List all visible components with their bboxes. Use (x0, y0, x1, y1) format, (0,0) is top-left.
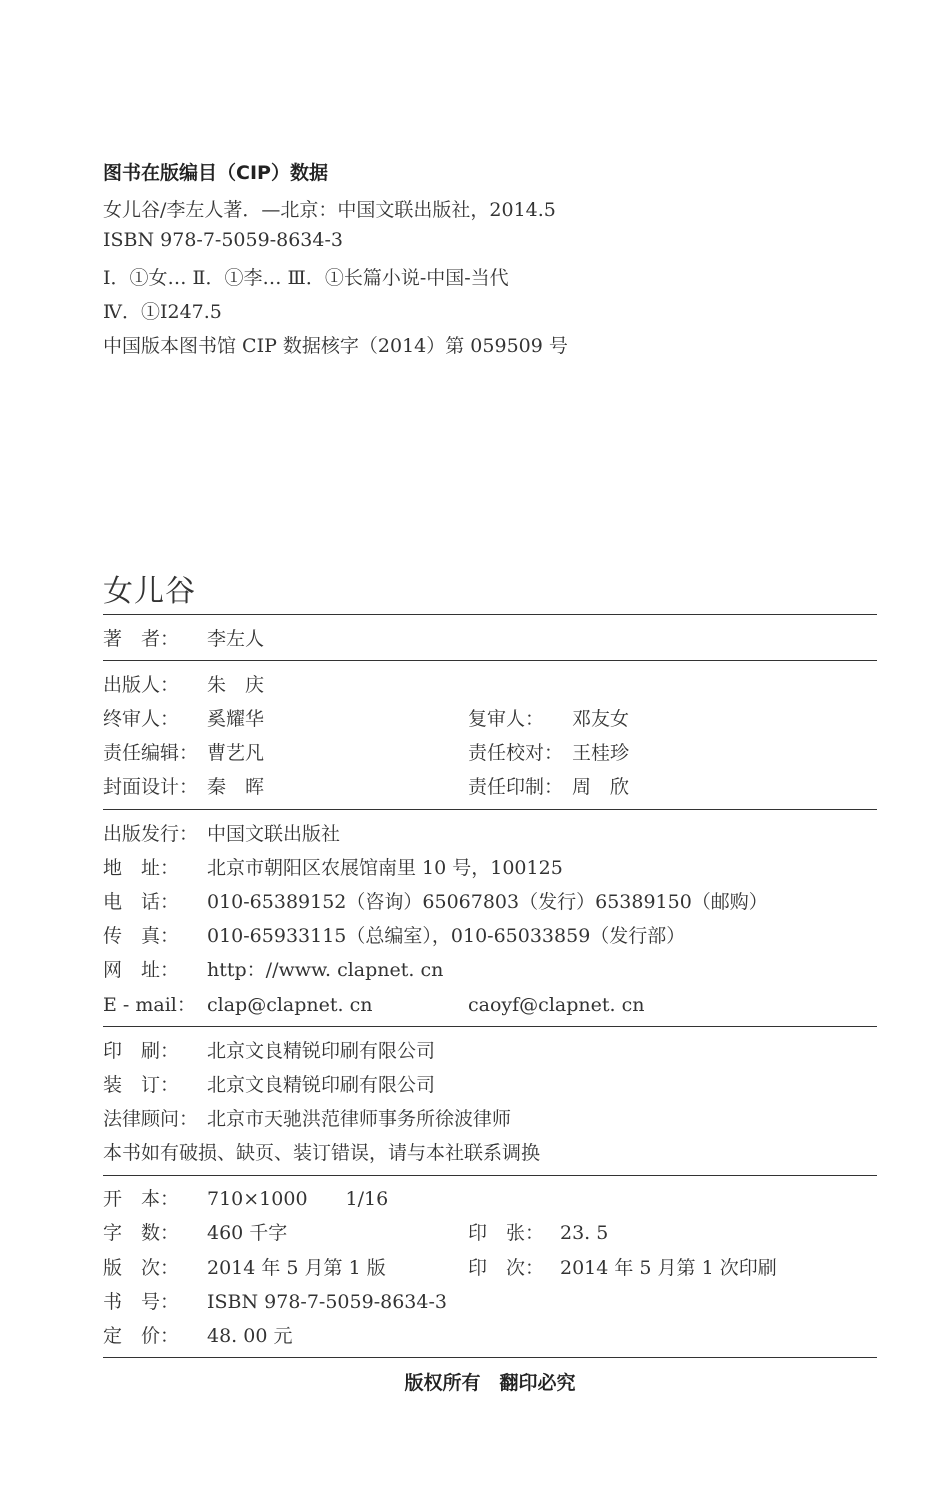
divider (103, 1175, 877, 1176)
print-supervisor-row (468, 775, 629, 799)
edition-value: 2014 年 5 月第 1 版 (207, 1257, 386, 1279)
divider (103, 1026, 877, 1027)
address-value: 北京市朝阳区农展馆南里 10 号，100125 (207, 857, 563, 879)
edition-row (103, 1256, 386, 1280)
fax-label: 传 真： (103, 925, 180, 947)
author-value: 李左人 (207, 628, 265, 650)
book-title: 女儿谷 (103, 574, 196, 609)
re-reviewer-label: 复审人： (468, 708, 545, 730)
editor-value: 曹艺凡 (207, 742, 265, 764)
cip-line: 中国版本图书馆 CIP 数据核字（2014）第 059509 号 (103, 335, 568, 357)
author-row (103, 627, 264, 651)
distributor-value: 中国文联出版社 (207, 823, 341, 845)
publisher-value: 朱 庆 (207, 674, 265, 696)
re-reviewer-row (468, 707, 629, 731)
final-reviewer-value: 奚耀华 (207, 708, 265, 730)
phone-row (103, 890, 768, 914)
format-value: 710×1000 1/16 (207, 1188, 389, 1210)
print-supervisor-label: 责任印制： (468, 776, 564, 798)
author-label: 著 者： (103, 628, 180, 650)
phone-label: 电 话： (103, 891, 180, 913)
words-value: 460 千字 (207, 1222, 288, 1244)
address-label: 地 址： (103, 857, 180, 879)
email-row (103, 993, 373, 1017)
sheets-value: 23. 5 (560, 1222, 609, 1244)
fax-value: 010-65933115（总编室），010-65033859（发行部） (207, 925, 686, 947)
email-row-2 (468, 993, 644, 1017)
price-row (103, 1324, 292, 1348)
website-label: 网 址： (103, 959, 180, 981)
replacement-notice: 本书如有破损、缺页、装订错误，请与本社联系调换 (103, 1142, 541, 1164)
proofreader-value: 王桂珍 (572, 742, 630, 764)
cip-line: ISBN 978-7-5059-8634-3 (103, 229, 343, 251)
impression-row (468, 1256, 777, 1280)
printer-value: 北京文良精锐印刷有限公司 (207, 1040, 436, 1062)
cip-heading: 图书在版编目（CIP）数据 (103, 162, 328, 184)
cip-line: Ⅰ．①女… Ⅱ．①李… Ⅲ．①长篇小说-中国-当代 (103, 267, 509, 289)
notice-row (103, 1141, 540, 1165)
address-row (103, 856, 563, 880)
binder-value: 北京文良精锐印刷有限公司 (207, 1074, 436, 1096)
printer-row (103, 1039, 435, 1063)
fax-row (103, 924, 685, 948)
editor-label: 责任编辑： (103, 742, 199, 764)
sheets-row (468, 1221, 608, 1245)
cover-design-row (103, 775, 264, 799)
edition-label: 版 次： (103, 1257, 180, 1279)
impression-value: 2014 年 5 月第 1 次印刷 (560, 1257, 777, 1279)
cip-line: 女儿谷/李左人著．—北京：中国文联出版社，2014.5 (103, 199, 556, 221)
words-row (103, 1221, 287, 1245)
isbn-label: 书 号： (103, 1291, 180, 1313)
format-row (103, 1187, 388, 1211)
isbn-value: ISBN 978-7-5059-8634-3 (207, 1291, 447, 1313)
sheets-label: 印 张： (468, 1222, 545, 1244)
email-label: E - mail： (103, 994, 196, 1016)
copyright-notice: 版权所有 翻印必究 (404, 1372, 576, 1394)
price-value: 48. 00 元 (207, 1325, 293, 1347)
re-reviewer-value: 邓友女 (572, 708, 630, 730)
final-reviewer-row (103, 707, 264, 731)
proofreader-row (468, 741, 629, 765)
binder-label: 装 订： (103, 1074, 180, 1096)
distributor-row (103, 822, 340, 846)
publisher-label: 出版人： (103, 674, 180, 696)
binder-row (103, 1073, 435, 1097)
divider (103, 1357, 877, 1358)
words-label: 字 数： (103, 1222, 180, 1244)
proofreader-label: 责任校对： (468, 742, 564, 764)
legal-value: 北京市天驰洪范律师事务所徐波律师 (207, 1108, 512, 1130)
cover-design-label: 封面设计： (103, 776, 199, 798)
impression-label: 印 次： (468, 1257, 545, 1279)
divider (103, 660, 877, 661)
format-label: 开 本： (103, 1188, 180, 1210)
website-row (103, 958, 443, 982)
print-supervisor-value: 周 欣 (572, 776, 630, 798)
isbn-row (103, 1290, 447, 1314)
email-value-2[interactable]: caoyf@clapnet. cn (468, 994, 645, 1016)
email-value[interactable]: clap@clapnet. cn (207, 994, 373, 1016)
website-value[interactable]: http：//www. clapnet. cn (207, 959, 444, 981)
divider (103, 614, 877, 615)
cip-line: Ⅳ．①I247.5 (103, 301, 222, 323)
distributor-label: 出版发行： (103, 823, 199, 845)
publisher-row (103, 673, 264, 697)
divider (103, 809, 877, 810)
price-label: 定 价： (103, 1325, 180, 1347)
final-reviewer-label: 终审人： (103, 708, 180, 730)
legal-label: 法律顾问： (103, 1108, 199, 1130)
legal-row (103, 1107, 511, 1131)
editor-row (103, 741, 264, 765)
printer-label: 印 刷： (103, 1040, 180, 1062)
cover-design-value: 秦 晖 (207, 776, 265, 798)
phone-value: 010-65389152（咨询）65067803（发行）65389150（邮购） (207, 891, 768, 913)
